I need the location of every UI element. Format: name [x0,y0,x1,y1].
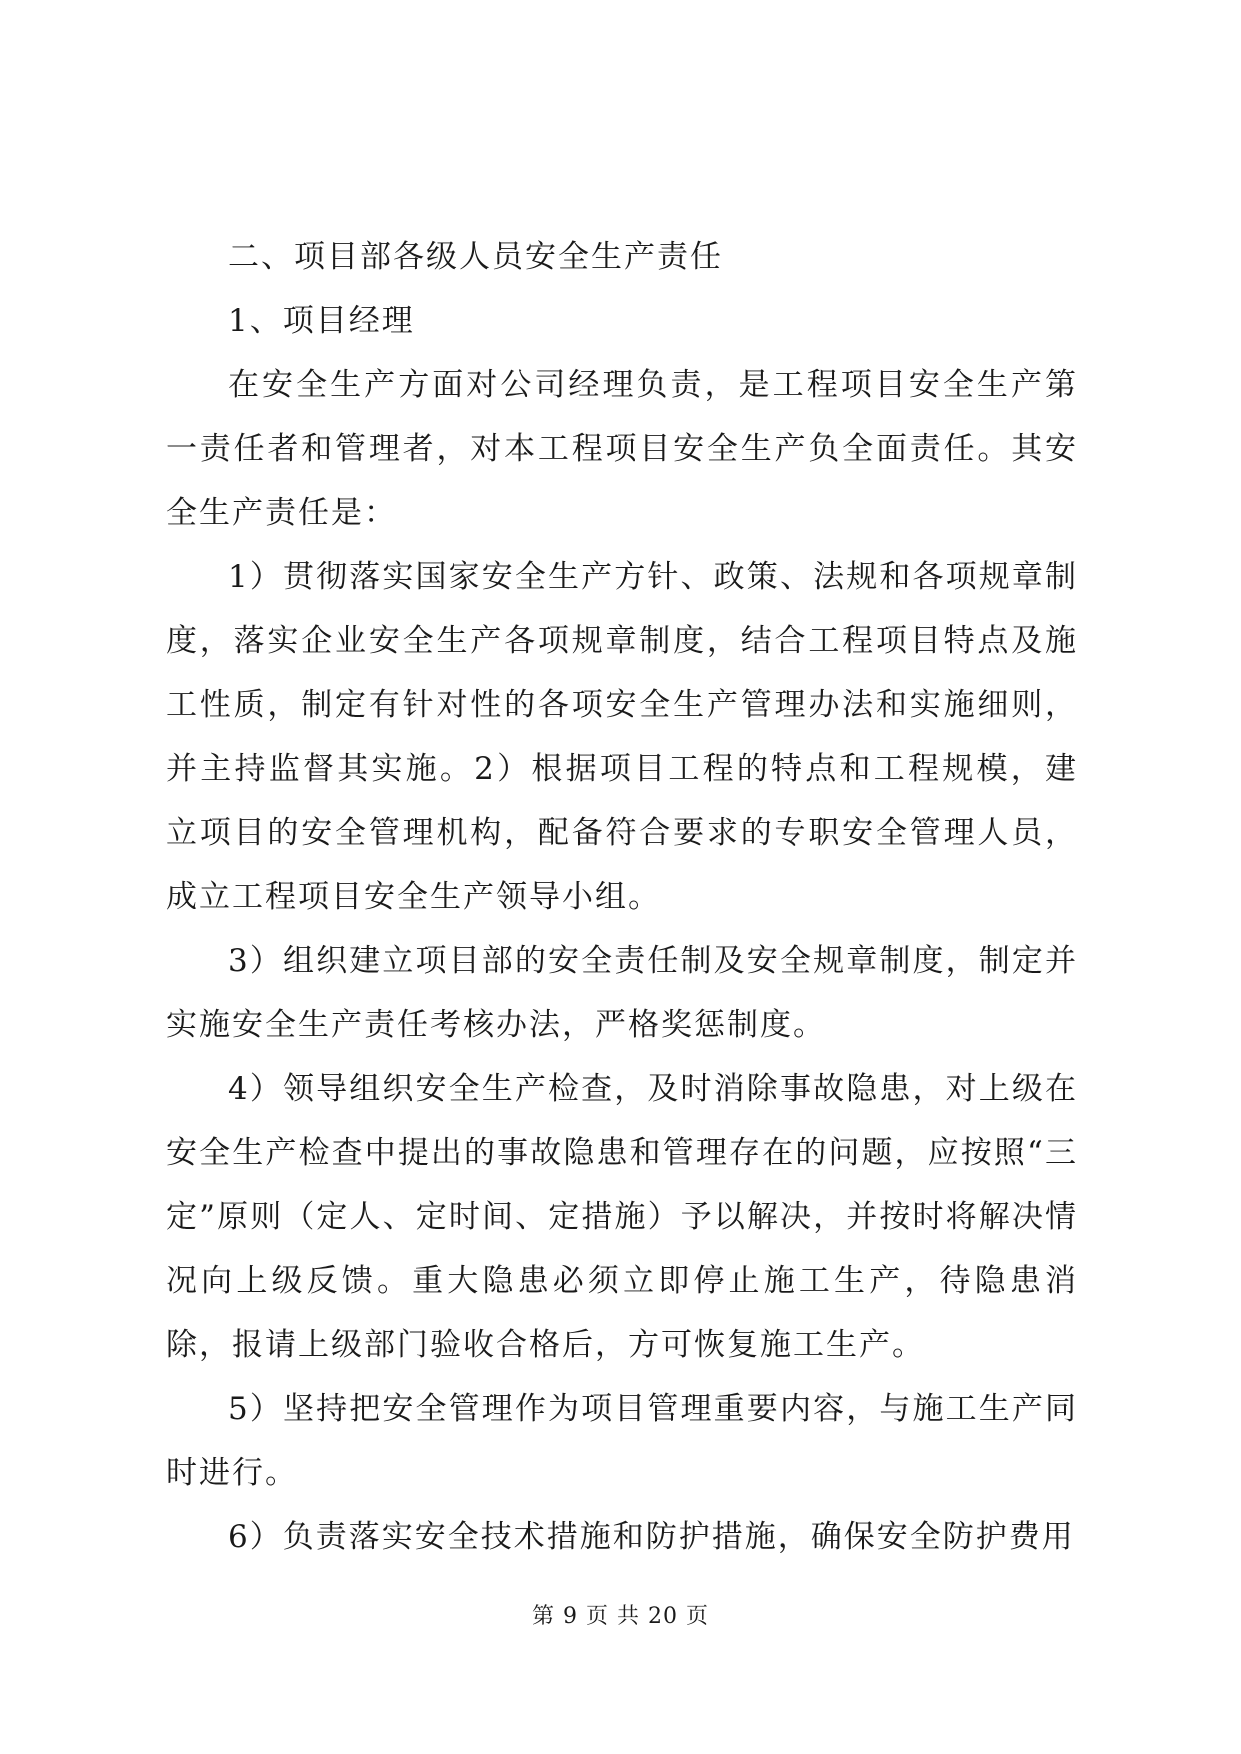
body-paragraph: 6）负责落实安全技术措施和防护措施，确保安全防护费用 [228,1519,1075,1555]
document-body [166,225,1078,1569]
section-heading: 二、项目部各级人员安全生产责任 [228,239,723,275]
body-paragraph: 5）坚持把安全管理作为项目管理重要内容，与施工生产同时进行。 [166,1391,1078,1491]
body-paragraph: 在安全生产方面对公司经理负责，是工程项目安全生产第一责任者和管理者，对本工程项目安全生产负全面责任。其安全生产责任是： [166,367,1078,531]
body-paragraph: 4）领导组织安全生产检查，及时消除事故隐患，对上级在安全生产检查中提出的事故隐患和管理存在的问题，应按照“三定”原则（定人、定时间、定措施）予以解决，并按时将解决情况向上级反馈。重大隐患必须立即停止施工生产，待隐患消除，报请上级部门验收合格后，方可恢复施工生产。 [166,1071,1078,1363]
page-number-footer: 第 9 页 共 20 页 [532,1604,709,1629]
body-paragraph: 1）贯彻落实国家安全生产方针、政策、法规和各项规章制度，落实企业安全生产各项规章制度，结合工程项目特点及施工性质，制定有针对性的各项安全生产管理办法和实施细则，并主持监督其实施。2）根据项目工程的特点和工程规模，建立项目的安全管理机构，配备符合要求的专职安全管理人员，成立工程项目安全生产领导小组。 [166,559,1078,915]
body-paragraph: 3）组织建立项目部的安全责任制及安全规章制度，制定并实施安全生产责任考核办法，严格奖惩制度。 [166,943,1078,1043]
subsection-heading: 1、项目经理 [228,303,415,339]
